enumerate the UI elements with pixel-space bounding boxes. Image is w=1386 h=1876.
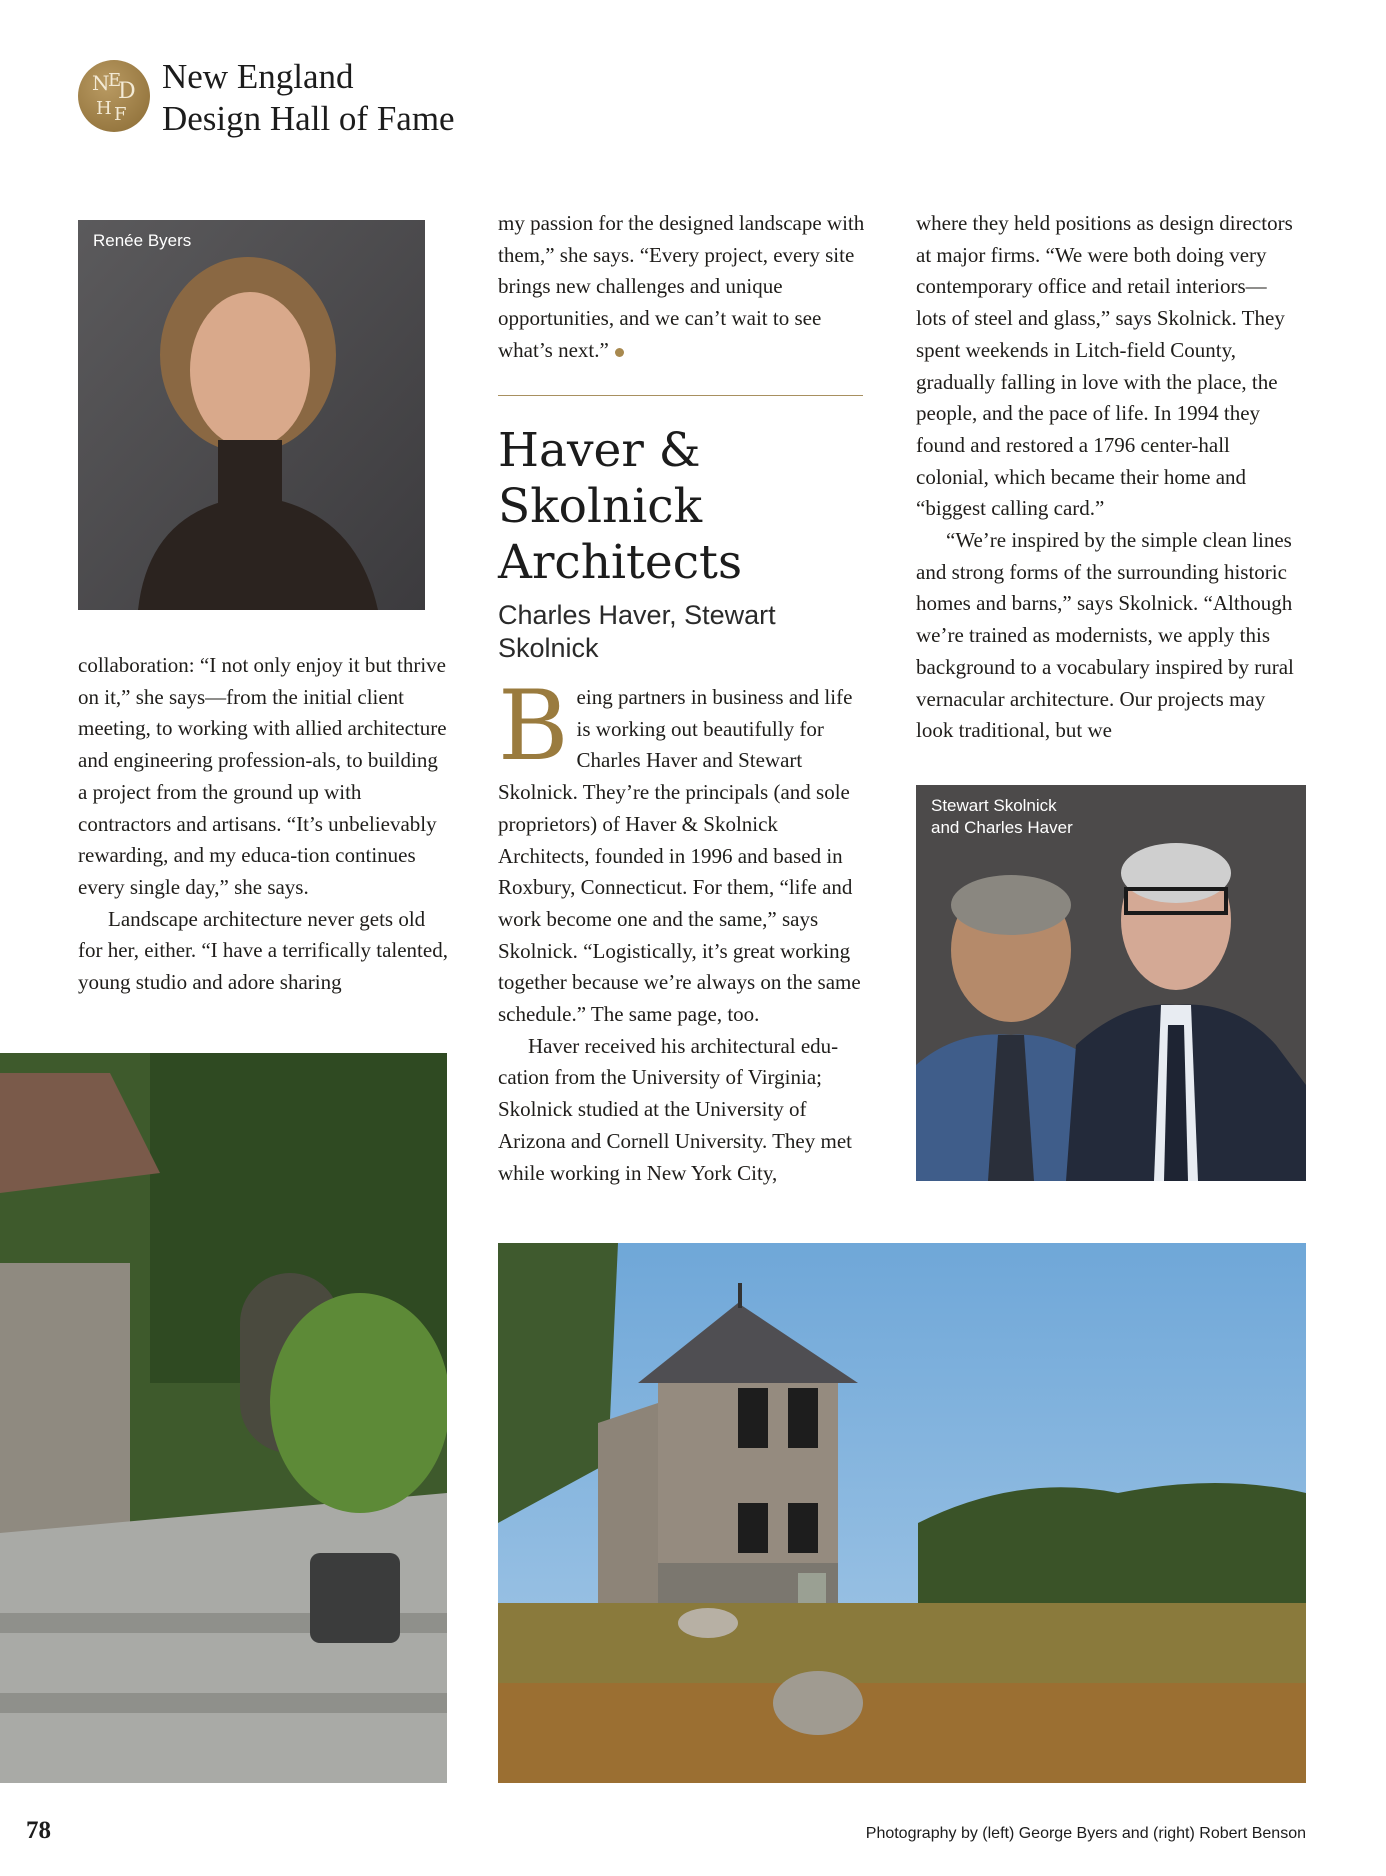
column-2-intro-text: my passion for the designed landscape with them,” she says. “Every project, every site brings new challenges and unique opportunities, and we can’t wait to see what’s next.”: [498, 211, 865, 362]
headline-line-3: Architects: [498, 535, 743, 590]
garden-stone-steps-image: [0, 1053, 447, 1783]
portrait-caption-line-1: Stewart Skolnick: [931, 796, 1057, 815]
svg-text:E: E: [108, 70, 122, 91]
column-1-text: [78, 650, 448, 999]
article-headline: [498, 423, 868, 591]
column-3-paragraph-1: where they held positions as design directors at major firms. “We were both doing very contemporary office and retail interiors—lots of steel and glass,” says Skolnick. They spent weekends in Litch-field County, gradually falling in love with the place, the people, and the pace of life. In 1994 they found and restored a 1796 center-hall colonial, which became their home and “biggest calling card.”: [916, 211, 1293, 521]
column-2-paragraph-2: Haver received his architectural edu-cation from the University of Virginia; Skolnick studied at the University of Arizona and Cornell University. They met while working in New York City,: [498, 1033, 852, 1185]
shingle-tower-house-image: [498, 1243, 1306, 1783]
portrait-renee-byers-image: [78, 220, 425, 610]
svg-text:N: N: [92, 71, 110, 95]
end-mark-icon: [615, 348, 624, 357]
portrait-renee-byers: [78, 220, 425, 610]
svg-text:D: D: [118, 79, 136, 104]
column-2-paragraph-1-text: eing partners in business and life is working out beautifully for Charles Haver and Stewart Skolnick. They’re the principals (and sole proprietors) of Haver & Skolnick Architects, founded in 1996 and based in Roxbury, Connecticut. For them, “life and work become one and the same,” says Skolnick. “Logistically, it’s great working together because we’re always on the same schedule.” The same page, too.: [498, 685, 861, 1027]
portrait-skolnick-haver-image: [916, 785, 1306, 1181]
column-2-text: [498, 670, 868, 1189]
headline-line-2: Skolnick: [498, 479, 703, 534]
portrait-caption: [931, 795, 1073, 839]
house-photo: [498, 1243, 1306, 1783]
svg-text:H: H: [96, 98, 112, 119]
column-2-intro-paragraph: [498, 208, 868, 367]
column-3-text: [916, 208, 1296, 747]
portrait-skolnick-haver: [916, 785, 1306, 1181]
portrait-caption: Renée Byers: [93, 231, 192, 250]
column-1-paragraph-2: Landscape architecture never gets old for her, either. “I have a terrifically talented, young studio and adore sharing: [78, 906, 448, 995]
column-3-paragraph-2: “We’re inspired by the simple clean lines and strong forms of the surrounding historic homes and barns,” says Skolnick. “Although we’re trained as modernists, we apply this background to a vocabulary inspired by rural vernacular architecture. Our projects may look traditional, but we: [916, 528, 1294, 743]
publication-title-line-2: Design Hall of Fame: [162, 99, 455, 138]
column-2-intro: [498, 208, 868, 367]
article-heading: [498, 423, 868, 665]
portrait-caption-line-2: and Charles Haver: [931, 818, 1073, 837]
section-divider: [498, 395, 863, 396]
publication-title: [162, 56, 455, 140]
hall-of-fame-logo-icon: [78, 60, 150, 132]
photo-credit: Photography by (left) George Byers and (right) Robert Benson: [865, 1825, 1306, 1842]
garden-photo: [0, 1053, 447, 1783]
svg-text:F: F: [114, 104, 127, 125]
column-1-paragraph-1: collaboration: “I not only enjoy it but thrive on it,” she says—from the initial client meeting, to working with allied architecture and engineering profession-als, to building a project from the ground up with contractors and artisans. “It’s unbelievably rewarding, and my educa-tion continues every single day,” she says.: [78, 653, 447, 899]
article-subhead: Charles Haver, Stewart Skolnick: [498, 600, 776, 663]
column-2-paragraph-1: [498, 670, 868, 1031]
publication-title-line-1: New England: [162, 57, 354, 96]
page-number: 78: [26, 1817, 51, 1844]
headline-line-1: Haver &: [498, 423, 701, 478]
drop-cap: B: [498, 670, 569, 782]
